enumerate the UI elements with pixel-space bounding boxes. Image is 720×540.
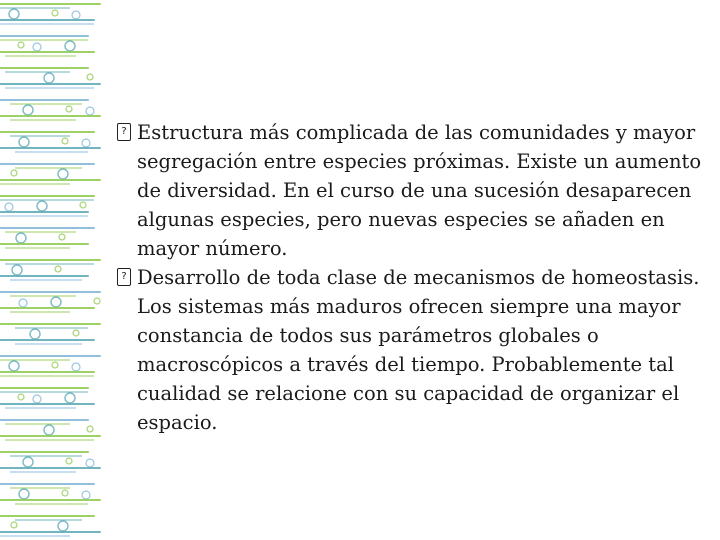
- missing-glyph-icon: [117, 268, 131, 286]
- bullet-item-2: [117, 263, 712, 437]
- bullet-text-2: Desarrollo de toda clase de mecanismos de homeostasis. Los sistemas más maduros ofrecen siempre una mayor constancia de todos sus parámetros globales o macroscópicos a través del tiempo. Probablemente tal cualidad se relacione con su capacidad de organizar el espacio.: [137, 266, 700, 434]
- bullet-text-1: Estructura más complicada de las comunidades y mayor segregación entre especies próximas. Existe un aumento de diversidad. En el curso de una sucesión desaparecen algunas especies, pero nuevas especies se añaden en mayor número.: [137, 121, 702, 260]
- bullet-item-1: [117, 118, 712, 263]
- missing-glyph-icon: [117, 123, 131, 141]
- bullet-list: [117, 118, 712, 437]
- decorative-border-pattern: [0, 0, 106, 540]
